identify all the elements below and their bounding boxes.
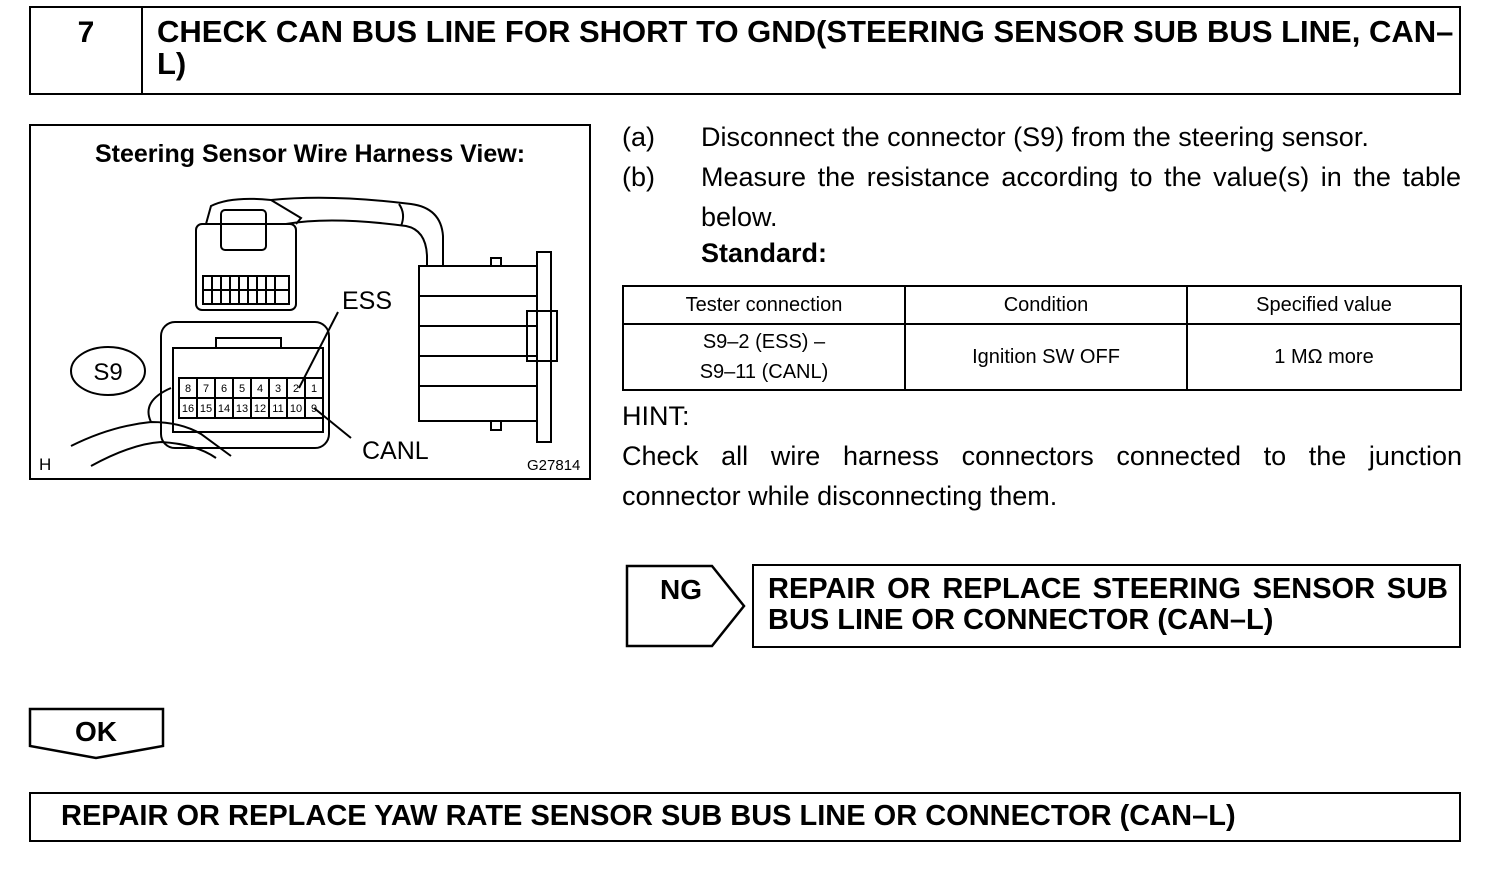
table-header: Condition: [905, 286, 1187, 324]
ok-action-text: REPAIR OR REPLACE YAW RATE SENSOR SUB BUS LINE OR CONNECTOR (CAN–L): [61, 800, 1236, 832]
pin-13: 13: [235, 403, 249, 415]
pin-12: 12: [253, 403, 267, 415]
pin-8: 8: [184, 383, 192, 395]
figure-title: Steering Sensor Wire Harness View:: [94, 140, 526, 168]
pin-4: 4: [256, 383, 264, 395]
instruction-b-text: Measure the resistance according to the value(s) in the table below.: [701, 162, 1461, 232]
step-header: [29, 6, 1461, 95]
ng-action-box: [752, 564, 1461, 648]
spec-table: [622, 285, 1462, 391]
pin-7: 7: [202, 383, 210, 395]
ng-action-text: REPAIR OR REPLACE STEERING SENSOR SUB BUS LINE OR CONNECTOR (CAN–L): [768, 573, 1448, 636]
pin-5: 5: [238, 383, 246, 395]
pin-14: 14: [217, 403, 231, 415]
step-number: 7: [31, 8, 143, 93]
ok-label: OK: [75, 716, 117, 747]
corner-mark: H: [39, 455, 52, 474]
figure-code: G27814: [527, 457, 581, 474]
hint-text: Check all wire harness connectors connected to the junction connector while disconnecting them.: [622, 441, 1462, 511]
pin-10: 10: [289, 403, 303, 415]
callout-canl: CANL: [362, 437, 429, 465]
callout-ess: ESS: [342, 287, 393, 315]
ok-action-box: [29, 792, 1461, 842]
connector-label-s9: S9: [93, 359, 123, 386]
harness-figure: [29, 124, 591, 480]
pin-9: 9: [310, 403, 318, 415]
standard-label: Standard:: [701, 238, 828, 268]
table-header-row: [623, 286, 1461, 324]
instruction-a-text: Disconnect the connector (S9) from the steering sensor.: [701, 122, 1369, 152]
pin-6: 6: [220, 383, 228, 395]
pin-2: 2: [292, 383, 300, 395]
table-header: Specified value: [1187, 286, 1461, 324]
pin-16: 16: [181, 403, 195, 415]
step-title: CHECK CAN BUS LINE FOR SHORT TO GND(STEERING SENSOR SUB BUS LINE, CAN–L): [157, 14, 1454, 81]
pin-15: 15: [199, 403, 213, 415]
pin-11: 11: [272, 403, 284, 415]
connection-line-1: S9–2 (ESS) –: [702, 331, 826, 353]
instruction-a-label: (a): [622, 122, 655, 152]
connector-illustration: [31, 126, 588, 477]
pin-1: 1: [310, 383, 318, 395]
table-row: [623, 324, 1461, 390]
connection-line-2: S9–11 (CANL): [699, 361, 829, 383]
table-cell-value: 1 MΩ more: [1187, 324, 1461, 390]
hint-label: HINT:: [622, 401, 690, 431]
ng-label: NG: [660, 574, 702, 605]
instruction-b-label: (b): [622, 162, 655, 192]
pin-3: 3: [274, 383, 282, 395]
table-cell-connection: [623, 324, 905, 390]
table-header: Tester connection: [623, 286, 905, 324]
table-cell-condition: Ignition SW OFF: [905, 324, 1187, 390]
